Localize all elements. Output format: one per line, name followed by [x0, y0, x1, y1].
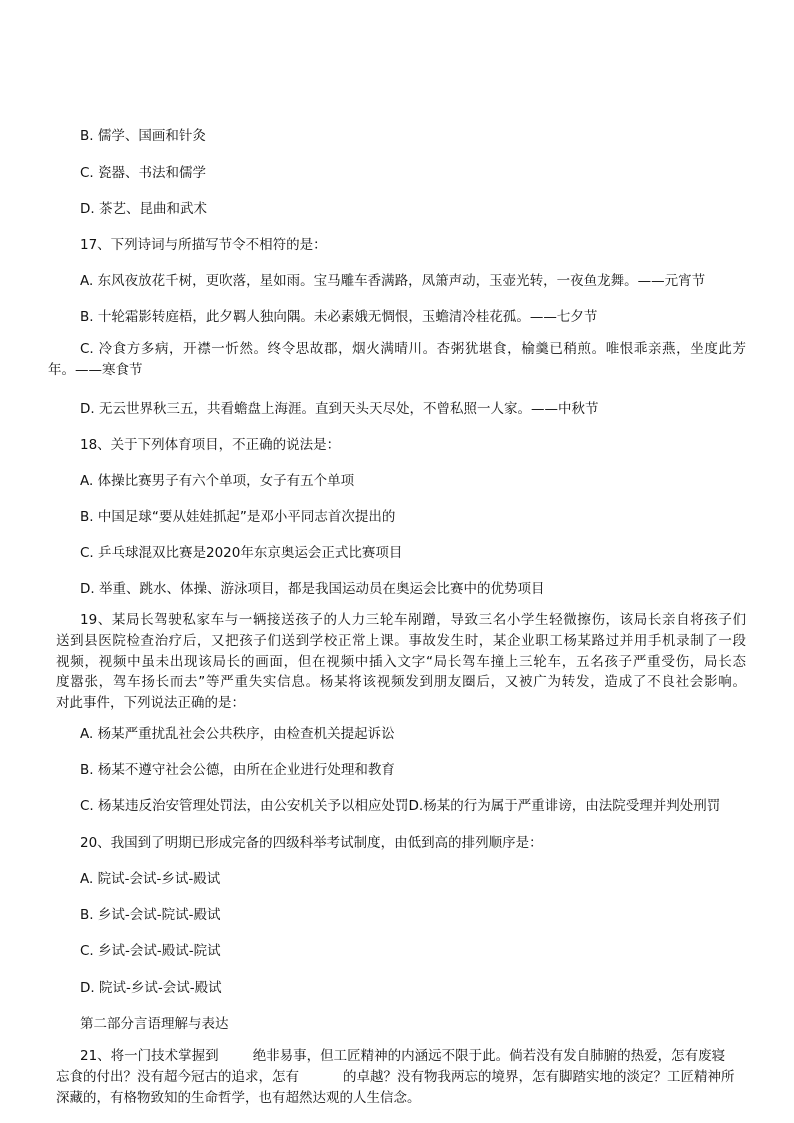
text-line: 19、某局长驾驶私家车与一辆接送孩子的人力三轮车剐蹭，导致三名小学生轻微擦伤，该局长亲自将孩子们: [80, 612, 746, 628]
q21-stem: [56, 1046, 746, 1108]
q19-option-a: A. 杨某严重扰乱社会公共秩序，由检查机关提起诉讼: [80, 726, 395, 742]
q17-option-b: B. 十轮霜影转庭梧，此夕羁人独向隅。未必素娥无惆恨，玉蟾清冷桂花孤。——七夕节: [80, 309, 598, 325]
text-line: 对此事件，下列说法正确的是：: [56, 695, 245, 712]
q17-option-d: D. 无云世界秋三五，共看蟾盘上海涯。直到天头天尽处，不曾私照一人家。——中秋节: [80, 401, 599, 417]
text-line: 视频，视频中虽未出现该局长的画面，但在视频中插入文字“局长驾车撞上三轮车，五名孩子严重受伤，局长态: [56, 653, 746, 670]
q17-stem: 17、下列诗词与所描写节令不相符的是：: [80, 237, 327, 253]
text-line: 年。——寒食节: [48, 361, 143, 378]
q16-option-b: B. 儒学、国画和针灸: [80, 128, 206, 144]
text-segment: 绝非易事，但工匠精神的内涵远不限于此。倘若没有发自肺腑的热爱，怎有废寝: [252, 1048, 726, 1064]
text-line: 送到县医院检查治疗后，又把孩子们送到学校正常上课。事故发生时，某企业职工杨某路过并用手机录制了一段: [56, 632, 746, 649]
q19-stem: [56, 610, 746, 714]
text-line: C. 冷食方多病，开襟一忻然。终令思故郡，烟火满晴川。杏粥犹堪食，榆羹已稍煎。唯恨乖亲燕，坐度此芳: [80, 341, 746, 357]
q20-stem: 20、我国到了明期已形成完备的四级科举考试制度，由低到高的排列顺序是：: [80, 835, 543, 851]
q19-option-b: B. 杨某不遵守社会公德，由所在企业进行处理和教育: [80, 762, 395, 778]
text-segment: 的卓越？没有物我两忘的境界，怎有脚踏实地的淡定？工匠精神所: [343, 1068, 735, 1085]
text-line: 度嚣张，驾车扬长而去”等严重失实信息。杨某将该视频发到朋友圈后，又被广为转发，造成了不良社会影响。: [56, 674, 746, 691]
q16-option-c: C. 瓷器、书法和儒学: [80, 165, 207, 181]
q17-option-a: A. 东风夜放花千树，更吹落，星如雨。宝马雕车香满路，凤箫声动，玉壶光转，一夜鱼龙舞。——元宵节: [80, 273, 706, 289]
text-line: 深藏的，有格物致知的生命哲学，也有超然达观的人生信念。: [56, 1089, 421, 1106]
q20-option-b: B. 乡试-会试-院试-殿试: [80, 907, 221, 923]
q18-option-a: A. 体操比赛男子有六个单项，女子有五个单项: [80, 473, 355, 489]
section-title: 第二部分言语理解与表达: [80, 1016, 229, 1032]
q18-option-d: D. 举重、跳水、体操、游泳项目，都是我国运动员在奥运会比赛中的优势项目: [80, 581, 545, 597]
q18-stem: 18、关于下列体育项目，不正确的说法是：: [80, 437, 341, 453]
text-line: [56, 1046, 746, 1067]
q18-option-b: B. 中国足球“要从娃娃抓起”是邓小平同志首次提出的: [80, 509, 396, 525]
q20-option-d: D. 院试-乡试-会试-殿试: [80, 980, 222, 996]
q20-option-c: C. 乡试-会试-殿试-院试: [80, 943, 221, 959]
text-line: [56, 1067, 746, 1088]
q17-option-c: [48, 339, 746, 381]
text-segment: 21、将一门技术掌握到: [80, 1048, 219, 1064]
text-segment: 忘食的付出？没有超今冠古的追求，怎有: [56, 1068, 299, 1085]
q16-option-d: D. 茶艺、昆曲和武术: [80, 201, 207, 217]
q19-option-c: C. 杨某违反治安管理处罚法，由公安机关予以相应处罚D.杨某的行为属于严重诽谤，由法院受理并判处刑罚: [80, 798, 721, 814]
q20-option-a: A. 院试-会试-乡试-殿试: [80, 871, 221, 887]
q18-option-c: C. 乒乓球混双比赛是2020年东京奥运会正式比赛项目: [80, 545, 403, 561]
